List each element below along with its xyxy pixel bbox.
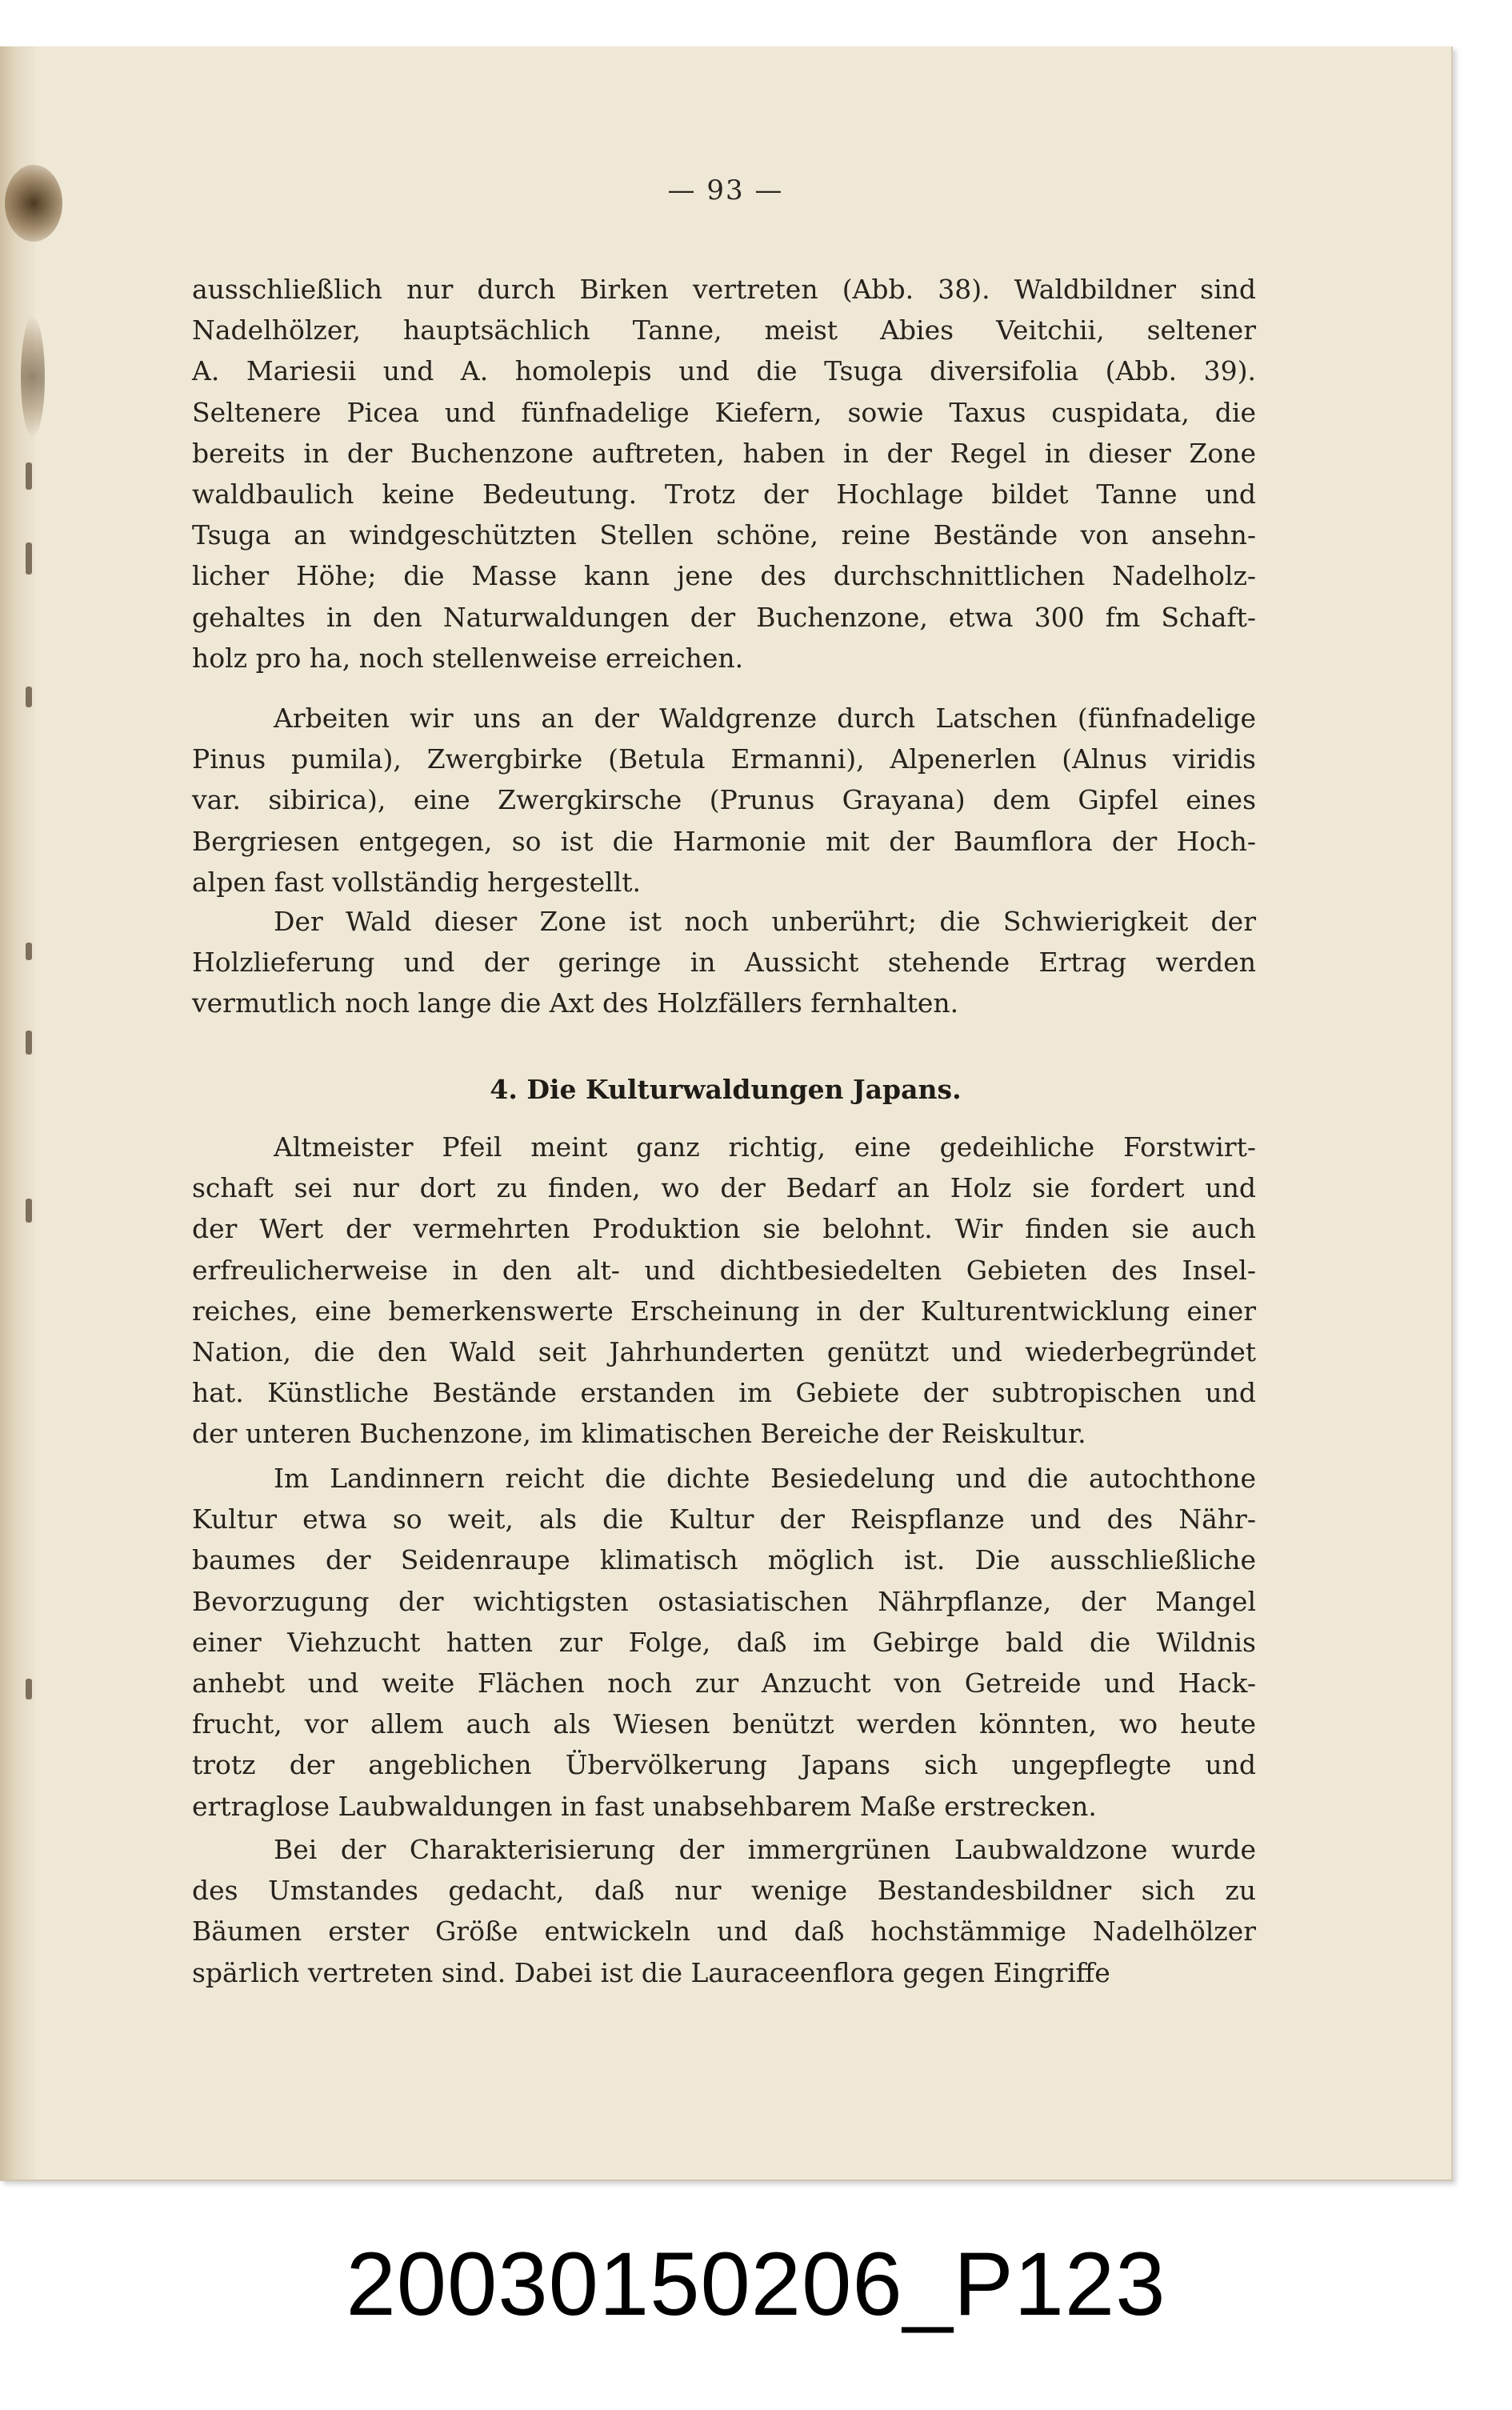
- text-line: alpen fast vollständig hergestellt.: [192, 866, 642, 898]
- binding-hole: [26, 462, 32, 490]
- text-line: des Umstandes gedacht, daß nur wenige Bestandesbildner sich zu: [192, 1875, 1256, 1907]
- paragraph-alpine-zone: [192, 269, 1256, 679]
- text-line: baumes der Seidenraupe klimatisch möglich ist. Die ausschließliche: [192, 1544, 1256, 1576]
- binding-stain: [21, 317, 45, 437]
- text-line: hat. Künstliche Bestände erstanden im Gebiete der subtropischen und: [192, 1377, 1256, 1409]
- text-line: vermutlich noch lange die Axt des Holzfällers fernhalten.: [192, 987, 959, 1019]
- text-line: frucht, vor allem auch als Wiesen benützt werden könnten, wo heute: [192, 1708, 1256, 1740]
- text-line: Der Wald dieser Zone ist noch unberührt; die Schwierigkeit der: [274, 906, 1256, 937]
- text-line: bereits in der Buchenzone auftreten, haben in der Regel in dieser Zone: [192, 437, 1256, 469]
- book-page: [0, 46, 1453, 2181]
- text-line: Holzlieferung und der geringe in Aussicht stehende Ertrag werden: [192, 947, 1256, 979]
- text-line: waldbaulich keine Bedeutung. Trotz der Hochlage bildet Tanne und: [192, 478, 1256, 510]
- text-line: Altmeister Pfeil meint ganz richtig, eine gedeihliche Forstwirt-: [274, 1131, 1256, 1163]
- text-line: anhebt und weite Flächen noch zur Anzucht von Getreide und Hack-: [192, 1667, 1256, 1699]
- binding-hole: [26, 1679, 32, 1699]
- text-line: Bevorzugung der wichtigsten ostasiatischen Nährpflanze, der Mangel: [192, 1585, 1256, 1617]
- text-line: schaft sei nur dort zu finden, wo der Bedarf an Holz sie fordert und: [192, 1172, 1256, 1204]
- text-line: gehaltes in den Naturwaldungen der Buchenzone, etwa 300 fm Schaft-: [192, 601, 1256, 633]
- text-line: ertraglose Laubwaldungen in fast unabsehbarem Maße erstrecken.: [192, 1790, 1097, 1822]
- paragraph-untouched-forest: [192, 901, 1256, 1024]
- paragraph-evergreen-zone: [192, 1829, 1256, 1993]
- text-line: ausschließlich nur durch Birken vertreten (Abb. 38). Waldbildner sind: [192, 274, 1256, 305]
- binding-hole: [26, 1199, 32, 1223]
- text-line: spärlich vertreten sind. Dabei ist die Lauraceenflora gegen Eingriffe: [192, 1956, 1110, 1988]
- text-line: der Wert der vermehrten Produktion sie belohnt. Wir finden sie auch: [192, 1213, 1256, 1245]
- text-line: Kultur etwa so weit, als die Kultur der Reispflanze und des Nähr-: [192, 1503, 1256, 1535]
- text-line: einer Viehzucht hatten zur Folge, daß im Gebirge bald die Wildnis: [192, 1626, 1256, 1658]
- text-line: Bergriesen entgegen, so ist die Harmonie mit der Baumflora der Hoch-: [192, 825, 1256, 857]
- catalog-id-label: 20030150206_P123: [346, 2234, 1166, 2334]
- text-line: Tsuga an windgeschützten Stellen schöne, reine Bestände von ansehn-: [192, 519, 1256, 551]
- text-line: der unteren Buchenzone, im klimatischen Bereiche der Reiskultur.: [192, 1418, 1086, 1450]
- text-line: erfreulicherweise in den alt- und dichtbesiedelten Gebieten des Insel-: [192, 1254, 1256, 1286]
- paragraph-cultivated-forests: [192, 1127, 1256, 1455]
- text-line: Seltenere Picea und fünfnadelige Kiefern, sowie Taxus cuspidata, die: [192, 396, 1256, 428]
- binding-hole: [26, 1031, 32, 1055]
- binding-hole: [26, 687, 32, 707]
- text-line: licher Höhe; die Masse kann jene des durchschnittlichen Nadelholz-: [192, 560, 1256, 592]
- text-line: Nadelhölzer, hauptsächlich Tanne, meist Abies Veitchii, seltener: [192, 314, 1256, 346]
- section-heading: 4. Die Kulturwaldungen Japans.: [490, 1074, 962, 1105]
- text-line: Bäumen erster Größe entwickeln und daß hochstämmige Nadelhölzer: [192, 1916, 1256, 1948]
- text-line: reiches, eine bemerkenswerte Erscheinung in der Kulturentwicklung einer: [192, 1295, 1256, 1327]
- text-line: Nation, die den Wald seit Jahrhunderten genützt und wiederbegründet: [192, 1336, 1256, 1368]
- binding-hole: [26, 542, 32, 574]
- page-number: — 93 —: [667, 174, 784, 206]
- text-line: holz pro ha, noch stellenweise erreichen.: [192, 642, 744, 674]
- paragraph-inland-settlement: [192, 1458, 1256, 1827]
- text-line: Pinus pumila), Zwergbirke (Betula Ermanni), Alpenerlen (Alnus viridis: [192, 743, 1256, 775]
- text-line: var. sibirica), eine Zwergkirsche (Prunus Grayana) dem Gipfel eines: [192, 784, 1256, 816]
- text-line: A. Mariesii und A. homolepis und die Tsuga diversifolia (Abb. 39).: [192, 355, 1256, 387]
- text-line: trotz der angeblichen Übervölkerung Japans sich ungepflegte und: [192, 1749, 1256, 1781]
- text-line: Im Landinnern reicht die dichte Besiedelung und die autochthone: [274, 1463, 1256, 1494]
- text-line: Bei der Charakterisierung der immergrünen Laubwaldzone wurde: [274, 1834, 1256, 1865]
- binding-hole: [26, 943, 32, 960]
- text-line: Arbeiten wir uns an der Waldgrenze durch Latschen (fünfnadelige: [274, 703, 1256, 734]
- paragraph-tree-line: [192, 698, 1256, 903]
